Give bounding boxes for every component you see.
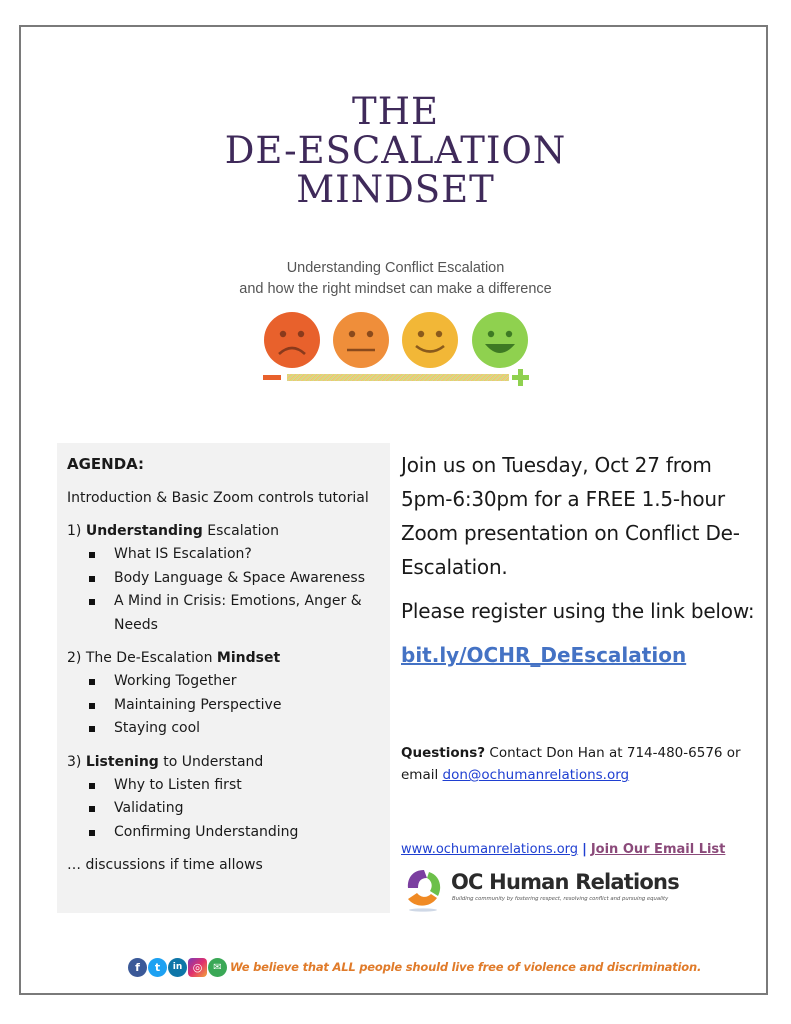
footer-links (401, 842, 725, 857)
bullet-icon (89, 806, 95, 812)
list-item (89, 821, 380, 845)
emotion-scale-graphic (263, 312, 538, 392)
agenda-list-1 (67, 543, 380, 637)
section-prefix: 3) (67, 753, 86, 770)
neutral-face-icon (333, 312, 389, 368)
title-line: MINDSET (296, 168, 495, 211)
facebook-icon[interactable]: f (128, 958, 147, 977)
linkedin-icon[interactable]: in (168, 958, 187, 977)
item-text: Why to Listen first (114, 776, 242, 793)
hands-logo-icon (403, 866, 445, 912)
scale-bar (287, 374, 509, 381)
item-text: Confirming Understanding (114, 823, 299, 840)
website-link[interactable]: www.ochumanrelations.org (401, 842, 579, 857)
list-item (89, 797, 380, 821)
bullet-icon (89, 703, 95, 709)
list-item (89, 590, 380, 637)
list-item (89, 543, 380, 567)
bullet-icon (89, 726, 95, 732)
join-email-list-link[interactable]: Join Our Email List (590, 842, 726, 857)
item-text: A Mind in Crisis: Emotions, Anger & Needs (114, 593, 362, 633)
bullet-icon (89, 830, 95, 836)
section-bold: Understanding (85, 523, 203, 539)
plus-icon (512, 369, 529, 386)
list-item (89, 694, 380, 718)
list-item (89, 717, 380, 741)
section-prefix: 2) The De-Escalation (67, 650, 217, 666)
item-text: Staying cool (114, 720, 201, 736)
page-title (0, 92, 791, 209)
bullet-icon (89, 599, 95, 605)
event-description: Join us on Tuesday, Oct 27 from 5pm-6:30pm for a FREE 1.5-hour Zoom presentation on Conflict De-Escalation. (401, 453, 740, 579)
twitter-icon[interactable]: t (148, 958, 167, 977)
sad-face-icon (264, 312, 320, 368)
agenda-section-1 (67, 520, 380, 543)
motto-text: We believe that ALL people should live free of violence and discrimination. (230, 960, 702, 974)
instagram-icon[interactable]: ◎ (188, 958, 207, 977)
bullet-icon (89, 679, 95, 685)
list-item (89, 567, 380, 591)
section-bold: Listening (85, 753, 159, 770)
bullet-icon (89, 783, 95, 789)
section-suffix: to Understand (158, 753, 264, 770)
item-text: Maintaining Perspective (114, 696, 282, 713)
item-text: Validating (114, 800, 184, 816)
agenda-heading: AGENDA: (67, 455, 145, 473)
event-details (401, 448, 761, 783)
minus-icon (263, 375, 281, 380)
registration-link[interactable]: bit.ly/OCHR_DeEscalation (401, 643, 687, 667)
footer-motto-bar (128, 955, 701, 979)
item-text: Body Language & Space Awareness (114, 569, 365, 586)
agenda-list-3 (67, 774, 380, 845)
bullet-icon (89, 552, 95, 558)
title-line: DE-ESCALATION (224, 129, 567, 172)
subtitle (0, 258, 791, 300)
org-tagline: Building community by fostering respect, resolving conflict and pursuing equality (452, 896, 669, 902)
email-link[interactable]: don@ochumanrelations.org (442, 767, 630, 783)
email-icon[interactable]: ✉ (208, 958, 227, 977)
questions-text: Contact Don Han at 714-480-6576 or email (401, 745, 741, 783)
happy-face-icon (472, 312, 528, 368)
agenda-panel (57, 443, 390, 913)
agenda-intro: Introduction & Basic Zoom controls tutorial (67, 490, 369, 506)
register-prompt: Please register using the link below: (401, 599, 755, 623)
org-name: OC Human Relations (451, 870, 679, 894)
section-prefix: 1) (67, 523, 86, 539)
contact-info (401, 742, 761, 786)
list-item (89, 670, 380, 694)
agenda-section-3 (67, 751, 380, 774)
agenda-closing: … discussions if time allows (67, 857, 263, 873)
agenda-section-2 (67, 647, 380, 670)
title-line: THE (352, 90, 439, 133)
subtitle-line: and how the right mindset can make a difference (239, 281, 552, 297)
bullet-icon (89, 576, 95, 582)
link-separator: | (582, 842, 587, 857)
section-bold: Mindset (216, 650, 281, 666)
smile-face-icon (402, 312, 458, 368)
item-text: Working Together (114, 673, 237, 689)
list-item (89, 774, 380, 798)
subtitle-line: Understanding Conflict Escalation (286, 260, 505, 276)
questions-label: Questions? (401, 745, 486, 761)
section-suffix: Escalation (202, 523, 279, 539)
agenda-list-2 (67, 670, 380, 741)
org-logo (403, 866, 703, 912)
item-text: What IS Escalation? (114, 546, 252, 562)
